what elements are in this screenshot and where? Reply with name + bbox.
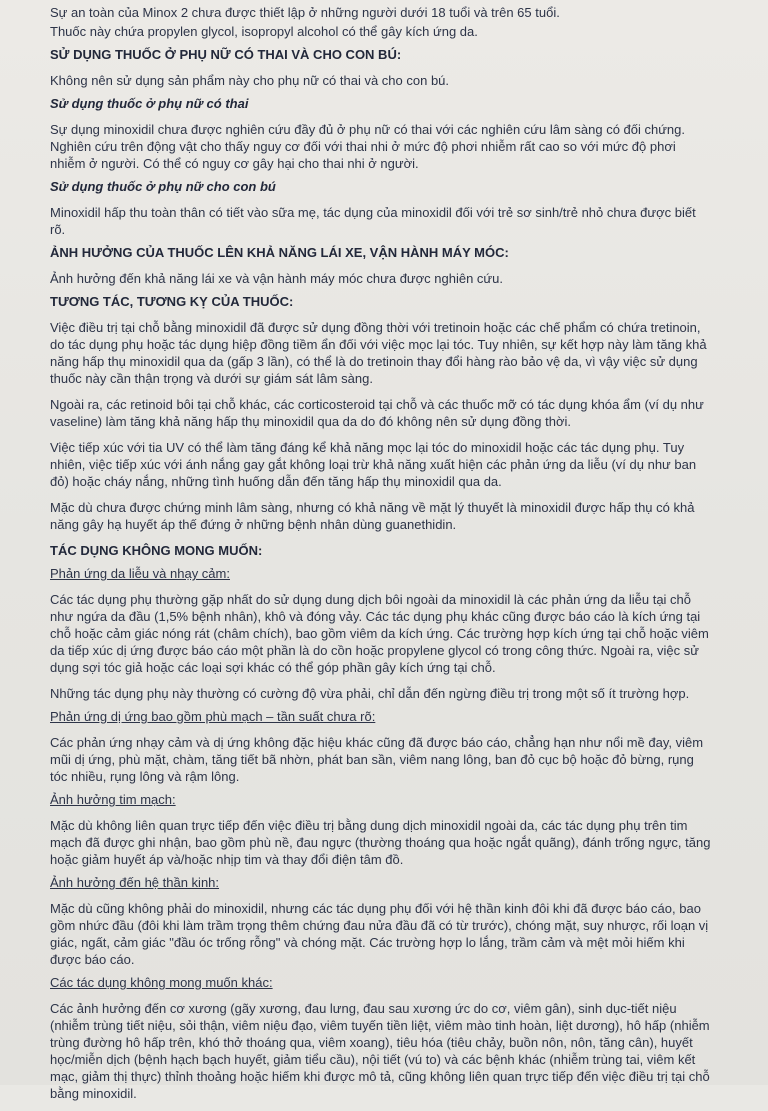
interactions-paragraph-tretinoin: Việc điều trị tại chỗ bằng minoxidil đã được sử dụng đồng thời với tretinoin hoặc các chế phẩm có chứa tretinoin, do tác dụng phụ hoặc tác dụng hiệp đồng tiềm ẩn đối với việc mọc lại tóc. Tuy nhiên, sự kết hợp này làm tăng khả năng hấp thụ minoxidil qua da (gấp 3 lần), có thể là do tretinoin thay đổi hàng rào bảo vệ da, vì vậy việc sử dụng thuốc này cần thận trọng và dưới sự giám sát lâm sàng.: [50, 320, 707, 386]
nursing-subheading: Sử dụng thuốc ở phụ nữ cho con bú: [50, 179, 276, 194]
pregnant-subheading: Sử dụng thuốc ở phụ nữ có thai: [50, 96, 249, 111]
cardio-subheading: Ảnh hưởng tim mạch:: [50, 792, 176, 807]
neuro-subheading: Ảnh hưởng đến hệ thần kinh:: [50, 875, 220, 890]
allergy-text: Các phản ứng nhạy cảm và dị ứng không đặc hiệu khác cũng đã được báo cáo, chẳng hạn như nổi mề đay, viêm mũi dị ứng, phù mặt, chàm, tăng tiết bã nhờn, phát ban sần, viêm nang lông, ban đỏ cục bộ hoặc đỏ bừng, rụng tóc nhiều, rụng lông và rậm lông.: [50, 735, 704, 784]
neuro-text: Mặc dù cũng không phải do minoxidil, nhưng các tác dụng phụ đối với hệ thần kinh đôi khi đã được báo cáo, bao gồm nhức đầu (đôi khi làm trầm trọng thêm chứng đau nửa đầu đã có từ trước), chóng mặt, suy nhược, rối loạn vị giác, ngất, cảm giác "đầu óc trống rỗng" và chóng mặt. Các trường hợp lo lắng, trầm cảm và mệt mỏi hiếm khi được báo cáo.: [50, 901, 709, 967]
derm-subheading: Phản ứng da liễu và nhạy cảm:: [50, 566, 230, 581]
intro-paragraph-ingredients: Thuốc này chứa propylen glycol, isopropyl alcohol có thể gây kích ứng da.: [50, 24, 478, 39]
adverse-heading: TÁC DỤNG KHÔNG MONG MUỐN:: [50, 543, 263, 558]
pregnancy-heading: SỬ DỤNG THUỐC Ở PHỤ NỮ CÓ THAI VÀ CHO CON BÚ:: [50, 47, 402, 62]
nursing-text: Minoxidil hấp thu toàn thân có tiết vào sữa mẹ, tác dụng của minoxidil đối với trẻ sơ sinh/trẻ nhỏ chưa được biết rõ.: [50, 205, 696, 237]
driving-heading: ẢNH HƯỞNG CỦA THUỐC LÊN KHẢ NĂNG LÁI XE, VẬN HÀNH MÁY MÓC:: [50, 245, 509, 260]
other-effects-text: Các ảnh hưởng đến cơ xương (gãy xương, đau lưng, đau sau xương ức do cơ, viêm gân), sinh dục-tiết niệu (nhiễm trùng tiết niệu, sỏi thận, viêm niệu đạo, viêm tuyến tiền liệt, viêm mào tinh hoàn, liệt dương), hô hấp (nhiễm trùng đường hô hấp trên, khó thở thoáng qua, viêm xoang), tiêu hóa (tiêu chảy, buồn nôn, nôn, tăng cân), huyết học/miễn dịch (bệnh hạch bạch huyết, giảm tiểu cầu), nội tiết (vú to) và các bệnh khác (nhiễm trùng tai, viêm kết mạc, giảm thị thực) thỉnh thoảng hoặc hiếm khi được mô tả, cũng không liên quan trực tiếp đến việc điều trị tại chỗ bằng minoxidil.: [50, 1001, 710, 1101]
pregnant-text: Sự dụng minoxidil chưa được nghiên cứu đầy đủ ở phụ nữ có thai với các nghiên cứu lâm sàng có đối chứng. Nghiên cứu trên động vật cho thấy nguy cơ đối với thai nhi ở mức độ phơi nhiễm rất cao so với mức độ phơi nhiễm ở người. Có thể có nguy cơ gây hại cho thai nhi ở người.: [50, 122, 686, 171]
interactions-paragraph-retinoid: Ngoài ra, các retinoid bôi tại chỗ khác, các corticosteroid tại chỗ và các thuốc mỡ có tác dụng khóa ẩm (ví dụ như vaseline) làm tăng khả năng hấp thụ minoxidil qua da do đó không nên sử dụng đồng thời.: [50, 397, 704, 429]
derm-text-severity: Những tác dụng phụ này thường có cường độ vừa phải, chỉ dẫn đến ngừng điều trị trong một số ít trường hợp.: [50, 686, 690, 701]
other-effects-subheading: Các tác dụng không mong muốn khác:: [50, 975, 273, 990]
pregnancy-text: Không nên sử dụng sản phẩm này cho phụ nữ có thai và cho con bú.: [50, 73, 450, 88]
leaflet-text-column: [50, 4, 714, 1111]
derm-text: Các tác dụng phụ thường gặp nhất do sử dụng dung dịch bôi ngoài da minoxidil là các phản ứng da liễu tại chỗ như ngứa da đầu (1,5% bệnh nhân), khô và đóng vảy. Các tác dụng phụ khác cũng được báo cáo là kích ứng tại chỗ hoặc cảm giác nóng rát (châm chích), bao gồm viêm da kích ứng. Các trường hợp kích ứng tại chỗ hoặc viêm da tiếp xúc dị ứng được báo cáo một phần là do cồn hoặc propylene glycol có trong công thức. Ngoài ra, việc sử dụng sợi tóc giả hoặc các loại sợi khác có thể góp phần gây kích ứng tại chỗ.: [50, 592, 709, 675]
cardio-text: Mặc dù không liên quan trực tiếp đến việc điều trị bằng dung dịch minoxidil ngoài da, các tác dụng phụ trên tim mạch đã được ghi nhận, bao gồm phù nề, đau ngực (thường thoáng qua hoặc ngắt quãng), đánh trống ngực, tăng hoặc giảm huyết áp và/hoặc nhịp tim và thay đổi điện tâm đồ.: [50, 818, 711, 867]
interactions-paragraph-guanethidine: Mặc dù chưa được chứng minh lâm sàng, nhưng có khả năng về mặt lý thuyết là minoxidil được hấp thụ có khả năng gây hạ huyết áp thế đứng ở những bệnh nhân dùng guanethidin.: [50, 500, 695, 532]
driving-text: Ảnh hưởng đến khả năng lái xe và vận hành máy móc chưa được nghiên cứu.: [50, 271, 503, 286]
interactions-heading: TƯƠNG TÁC, TƯƠNG KỴ CỦA THUỐC:: [50, 294, 294, 309]
allergy-subheading: Phản ứng dị ứng bao gồm phù mạch – tần suất chưa rõ:: [50, 709, 376, 724]
intro-paragraph-safety: Sự an toàn của Minox 2 chưa được thiết lập ở những người dưới 18 tuổi và trên 65 tuổi.: [50, 5, 560, 20]
interactions-paragraph-uv: Việc tiếp xúc với tia UV có thể làm tăng đáng kể khả năng mọc lại tóc do minoxidil hoặc các tác dụng phụ. Tuy nhiên, việc tiếp xúc với ánh nắng gay gắt không loại trừ khả năng xuất hiện các phản ứng da liễu (ví dụ như ban đỏ) hoặc cháy nắng, những tình huống dẫn đến tăng hấp thụ minoxidil qua da.: [50, 440, 697, 489]
